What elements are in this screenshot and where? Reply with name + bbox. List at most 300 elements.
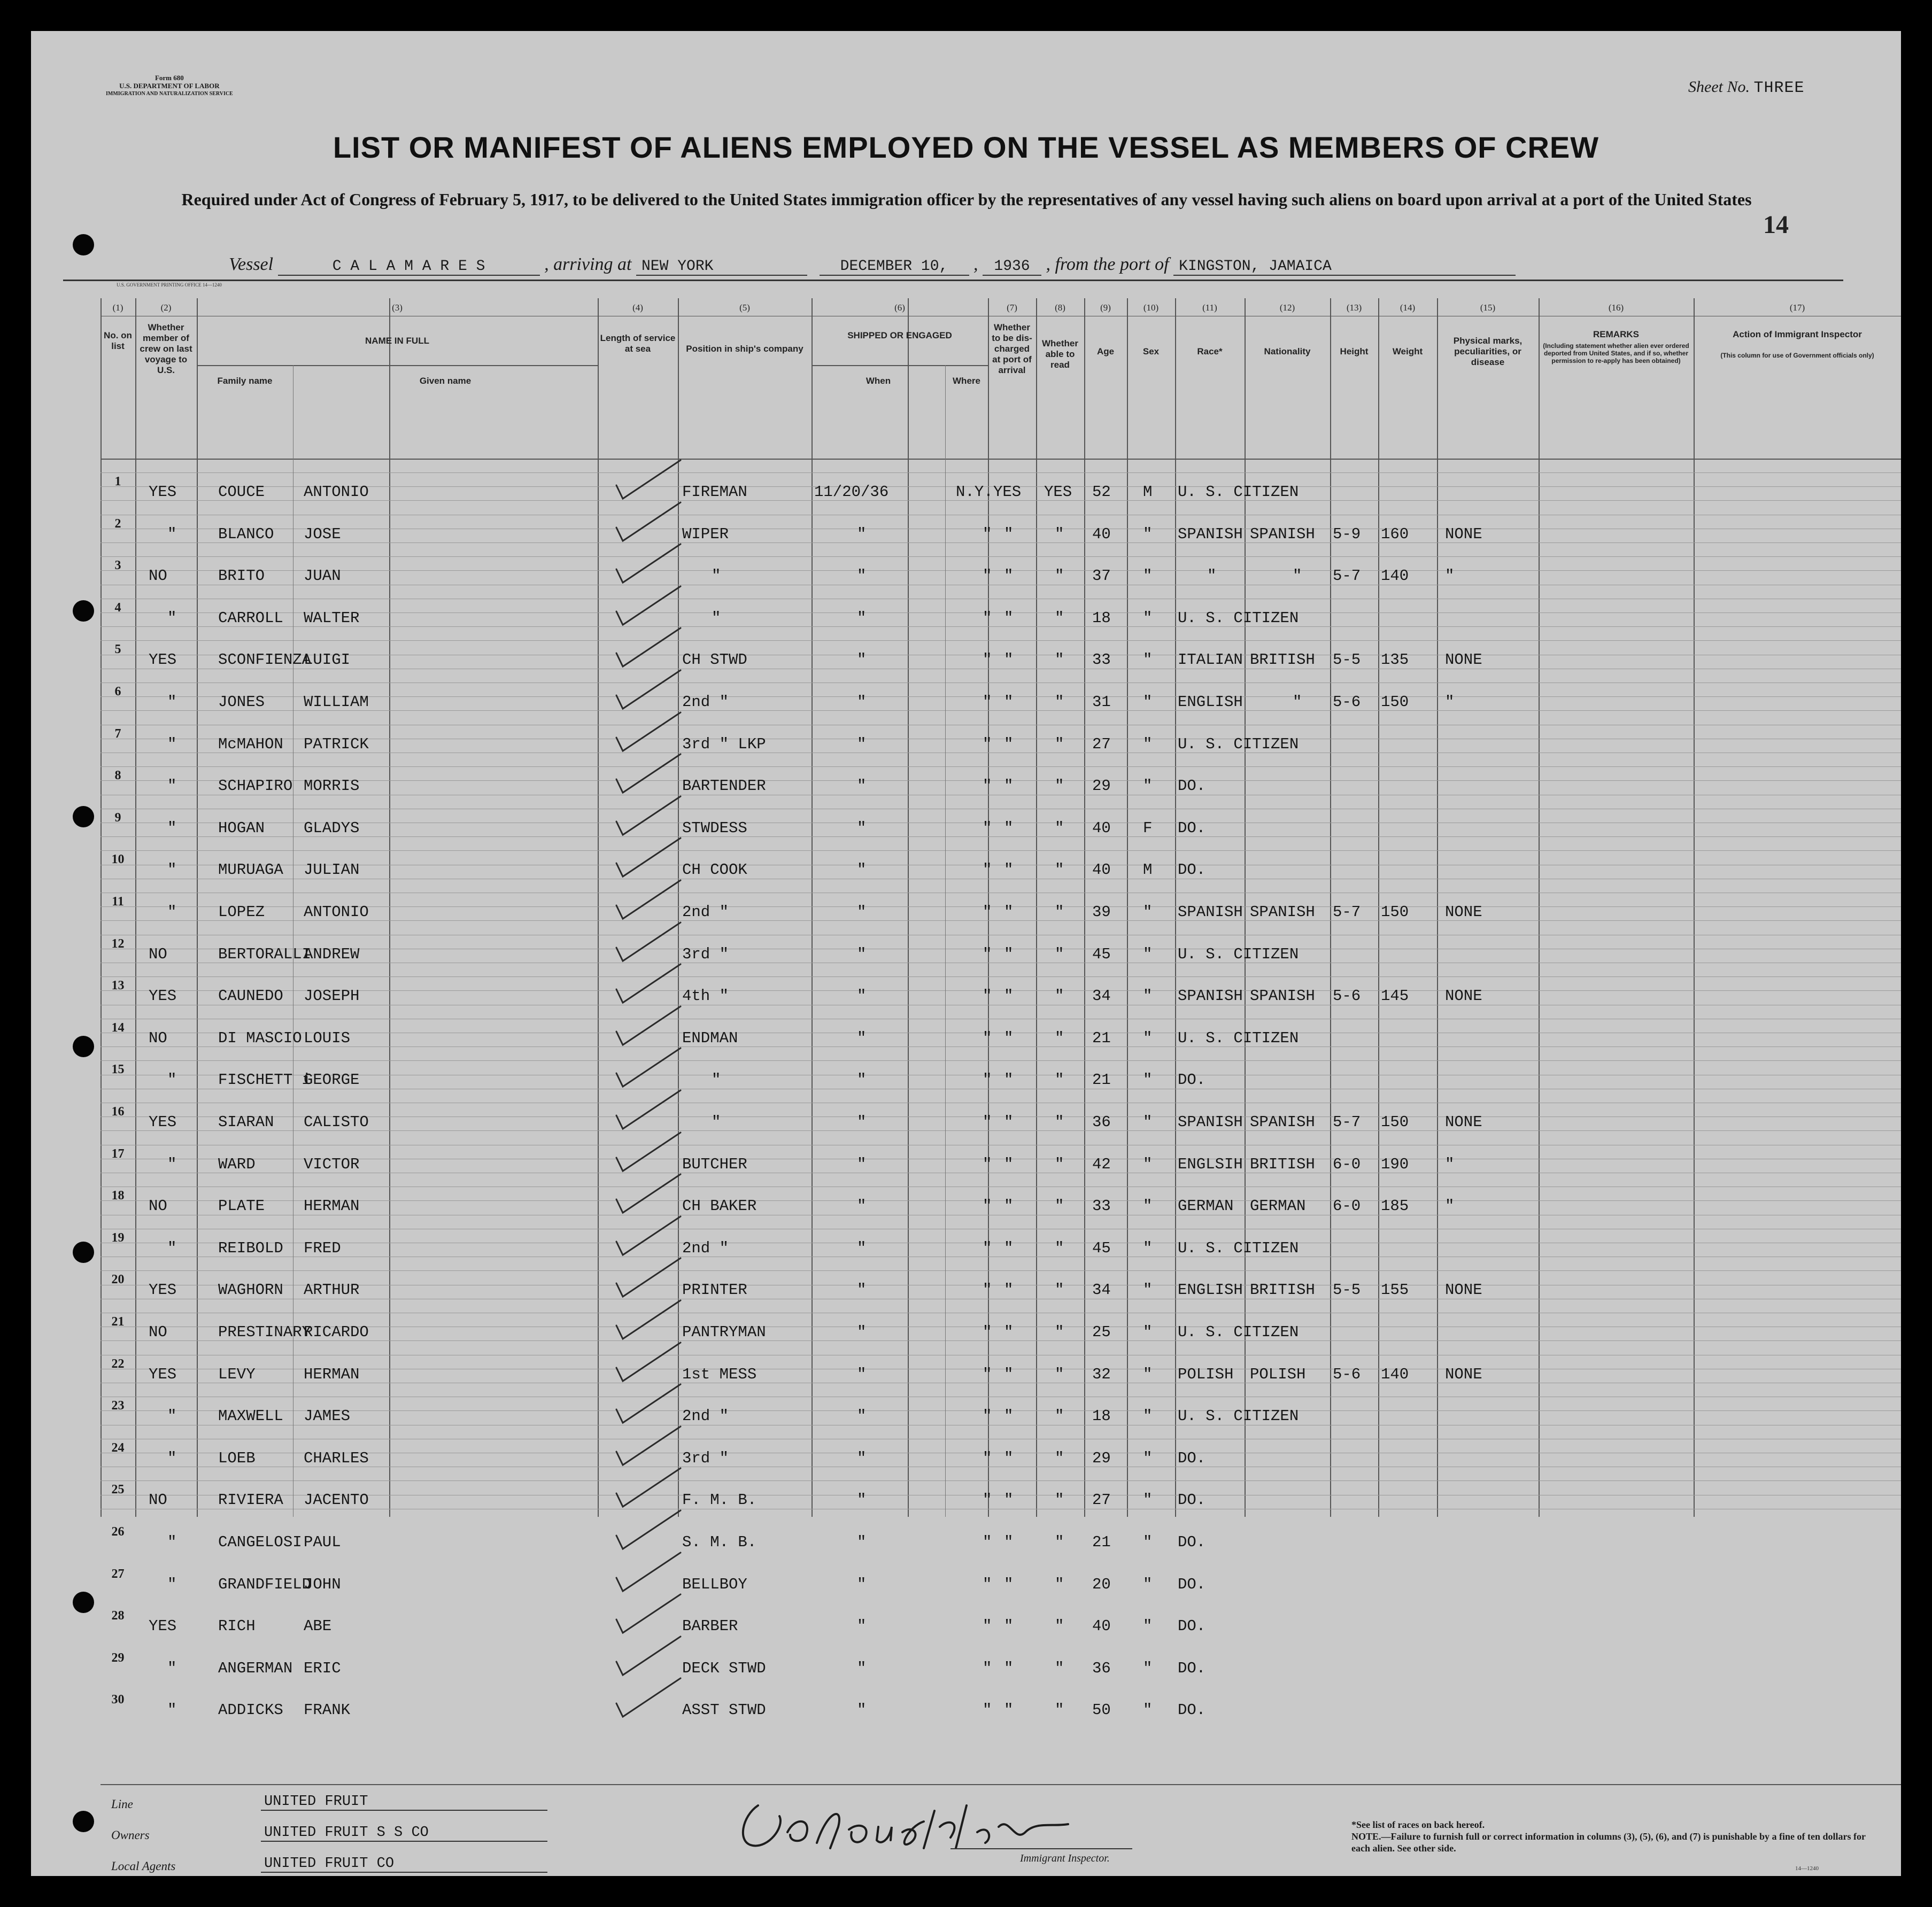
ruled-line (101, 542, 1901, 543)
sex-cell: " (1143, 1407, 1153, 1425)
position-cell: " (712, 1113, 721, 1131)
given-name-cell: PAUL (304, 1533, 341, 1551)
family-name-cell: COUCE (218, 483, 265, 501)
check-mark (611, 834, 686, 882)
discharge-cell: " (1004, 1323, 1014, 1341)
check-mark (611, 582, 686, 630)
column-number: (8) (1055, 303, 1065, 313)
col-age: Age (1096, 346, 1115, 356)
able-read-cell: " (1055, 1155, 1064, 1173)
family-name-cell: ADDICKS (218, 1701, 283, 1719)
discharge-cell: " (1004, 1281, 1014, 1299)
given-name-cell: LUIGI (304, 651, 351, 669)
age-cell: 32 (1092, 1365, 1111, 1383)
shipped-where-cell: " (983, 1701, 992, 1719)
height-cell: 5-7 (1333, 1113, 1361, 1131)
physical-marks-cell: " (1445, 567, 1455, 585)
position-cell: 2nd " (682, 903, 729, 921)
agents-value: UNITED FRUIT CO (261, 1856, 547, 1873)
member-cell: NO (149, 1323, 167, 1341)
column-number: (9) (1100, 303, 1111, 313)
col-name: NAME IN FULL (365, 336, 429, 346)
row-number: 18 (111, 1189, 125, 1203)
family-name-cell: MAXWELL (218, 1407, 283, 1425)
position-cell: 3rd " LKP (682, 735, 766, 753)
member-cell: " (167, 777, 177, 795)
member-cell: YES (149, 1113, 177, 1131)
sex-cell: " (1143, 1029, 1153, 1047)
ruled-line (101, 570, 1901, 571)
col-physical: Physical marks, peculiarities, or disease (1453, 336, 1523, 367)
shipped-when-cell: " (857, 1239, 867, 1257)
discharge-cell: " (1004, 1533, 1014, 1551)
sex-cell: M (1143, 861, 1153, 879)
column-number: (13) (1346, 303, 1362, 313)
sex-cell: " (1143, 1113, 1153, 1131)
column-number: (10) (1143, 303, 1159, 313)
col-remarks-sub: (Including statement whether alien ever ordered deported from United States, and if so, whether permission to re-apply has been obtained) (1543, 342, 1689, 365)
given-name-cell: ANDREW (304, 945, 360, 963)
member-cell: " (167, 1239, 177, 1257)
age-cell: 42 (1092, 1155, 1111, 1173)
family-name-cell: ANGERMAN (218, 1659, 293, 1677)
punch-hole (73, 1242, 94, 1263)
position-cell: ENDMAN (682, 1029, 738, 1047)
column-divider (197, 298, 198, 1517)
check-mark (611, 666, 686, 714)
discharge-cell: " (1004, 609, 1014, 627)
shipped-where-cell: " (983, 1617, 992, 1635)
nationality-cell: " (1293, 693, 1302, 711)
age-cell: 39 (1092, 903, 1111, 921)
ruled-line (101, 920, 1901, 921)
check-mark (611, 876, 686, 924)
age-cell: 36 (1092, 1659, 1111, 1677)
check-mark (611, 1002, 686, 1050)
column-number: (5) (739, 303, 750, 313)
inspector-line (950, 1848, 1132, 1849)
race-cell: " (1207, 567, 1217, 585)
family-name-cell: DI MASCIO (218, 1029, 302, 1047)
given-name-cell: PATRICK (304, 735, 369, 753)
row-number: 23 (111, 1399, 125, 1413)
family-name-cell: RICH (218, 1617, 256, 1635)
row-number: 25 (111, 1483, 125, 1497)
shipped-where-cell: " (983, 1575, 992, 1593)
line-value: UNITED FRUIT (261, 1794, 547, 1811)
race-cell: DO. (1178, 861, 1206, 879)
family-name-cell: PRESTINARY (218, 1323, 312, 1341)
age-cell: 33 (1092, 651, 1111, 669)
row-number: 3 (114, 559, 121, 573)
form-code: 14—1240 (1795, 1865, 1819, 1872)
able-read-cell: " (1055, 1533, 1064, 1551)
row-number: 16 (111, 1105, 125, 1119)
position-cell: PANTRYMAN (682, 1323, 766, 1341)
sex-cell: " (1143, 1491, 1153, 1509)
shipped-when-cell: " (857, 945, 867, 963)
column-number: (3) (392, 303, 403, 313)
physical-marks-cell: NONE (1445, 1281, 1482, 1299)
check-mark (611, 1506, 686, 1554)
column-number: (12) (1279, 303, 1295, 313)
age-cell: 25 (1092, 1323, 1111, 1341)
race-cell: SPANISH (1178, 525, 1243, 543)
able-read-cell: " (1055, 1449, 1064, 1467)
column-number: (11) (1202, 303, 1217, 313)
discharge-cell: " (1004, 819, 1014, 837)
position-cell: BARBER (682, 1617, 738, 1635)
family-name-cell: BRITO (218, 567, 265, 585)
ruled-line (101, 1340, 1901, 1341)
ruled-line (101, 696, 1901, 697)
family-name-cell: RIVIERA (218, 1491, 283, 1509)
col-read: Whether able to read (1042, 338, 1078, 370)
header-divider (101, 459, 1901, 460)
weight-cell: 140 (1381, 567, 1409, 585)
sex-cell: " (1143, 987, 1153, 1005)
position-cell: BARTENDER (682, 777, 766, 795)
family-name-cell: WAGHORN (218, 1281, 283, 1299)
row-number: 2 (114, 516, 121, 531)
position-cell: 3rd " (682, 945, 729, 963)
punch-hole (73, 600, 94, 622)
given-name-cell: GLADYS (304, 819, 360, 837)
age-cell: 29 (1092, 1449, 1111, 1467)
page-subtitle: Required under Act of Congress of February 5, 1917, to be delivered to the United States immigration officer by the representatives of any vessel having such aliens on board upon arrival at a port of the United States (181, 190, 1752, 209)
family-name-cell: WARD (218, 1155, 256, 1173)
discharge-cell: " (1004, 903, 1014, 921)
shipped-where-cell: " (983, 987, 992, 1005)
race-cell: DO. (1178, 1659, 1206, 1677)
able-read-cell: " (1055, 1365, 1064, 1383)
col-nationality: Nationality (1264, 346, 1311, 356)
column-divider (1694, 298, 1695, 1517)
discharge-cell: " (1004, 1365, 1014, 1383)
owners-label: Owners (111, 1828, 150, 1842)
discharge-cell: " (1004, 1113, 1014, 1131)
height-cell: 6-0 (1333, 1197, 1361, 1215)
able-read-cell: " (1055, 1491, 1064, 1509)
col-height: Height (1340, 346, 1369, 356)
col-weight: Weight (1392, 346, 1423, 356)
header-rule (63, 280, 1843, 281)
shipped-when-cell: 11/20/36 (814, 483, 889, 501)
sheet-number (1688, 78, 1805, 97)
row-number: 13 (111, 979, 125, 993)
family-name-cell: JONES (218, 693, 265, 711)
discharge-cell: " (1004, 1449, 1014, 1467)
form-header (106, 74, 233, 98)
nationality-cell: SPANISH (1250, 903, 1315, 921)
race-cell: U. S. CITIZEN (1178, 1029, 1299, 1047)
col-length: Length of service at sea (600, 333, 676, 354)
agents-label: Local Agents (111, 1859, 176, 1873)
weight-cell: 160 (1381, 525, 1409, 543)
family-name-cell: SCHAPIRO (218, 777, 293, 795)
sex-cell: " (1143, 567, 1153, 585)
physical-marks-cell: " (1445, 1197, 1455, 1215)
race-cell: ENGLISH (1178, 693, 1243, 711)
shipped-when-cell: " (857, 819, 867, 837)
row-number: 21 (111, 1315, 125, 1329)
shipped-where-cell: " (983, 525, 992, 543)
col-discharged: Whether to be dis-charged at port of arrival (992, 322, 1032, 375)
weight-cell: 150 (1381, 693, 1409, 711)
position-cell: 2nd " (682, 693, 729, 711)
shipped-when-cell: " (857, 903, 867, 921)
department-name: U.S. DEPARTMENT OF LABOR (119, 82, 220, 90)
column-divider (1084, 298, 1085, 1517)
able-read-cell: " (1055, 1701, 1064, 1719)
age-cell: 50 (1092, 1701, 1111, 1719)
given-name-cell: JACENTO (304, 1491, 369, 1509)
check-mark (611, 1464, 686, 1512)
shipped-when-cell: " (857, 609, 867, 627)
given-name-cell: HERMAN (304, 1365, 360, 1383)
member-cell: " (167, 1155, 177, 1173)
shipped-where-cell: " (983, 1029, 992, 1047)
sex-cell: " (1143, 1281, 1153, 1299)
member-cell: YES (149, 1281, 177, 1299)
able-read-cell: " (1055, 1575, 1064, 1593)
sex-cell: " (1143, 651, 1153, 669)
nationality-cell: BRITISH (1250, 1155, 1315, 1173)
ruled-line (101, 1130, 1901, 1131)
sex-cell: " (1143, 1659, 1153, 1677)
member-cell: YES (149, 1617, 177, 1635)
row-number: 8 (114, 769, 121, 783)
age-cell: 27 (1092, 1491, 1111, 1509)
family-name-cell: SIARAN (218, 1113, 274, 1131)
ruled-line (101, 626, 1901, 627)
discharge-cell: " (1004, 1575, 1014, 1593)
race-cell: DO. (1178, 1701, 1206, 1719)
ruled-line (101, 710, 1901, 711)
shipped-when-cell: " (857, 693, 867, 711)
nationality-cell: BRITISH (1250, 1281, 1315, 1299)
member-cell: " (167, 1407, 177, 1425)
shipped-where-cell: " (983, 1449, 992, 1467)
given-name-cell: CALISTO (304, 1113, 369, 1131)
shipped-when-cell: " (857, 651, 867, 669)
shipped-when-cell: " (857, 1281, 867, 1299)
shipped-where-cell: " (983, 609, 992, 627)
discharge-cell: " (1004, 1617, 1014, 1635)
check-mark (611, 1128, 686, 1176)
physical-marks-cell: NONE (1445, 903, 1482, 921)
sex-cell: " (1143, 735, 1153, 753)
family-name-cell: BERTORALLI (218, 945, 312, 963)
column-number: (16) (1608, 303, 1624, 313)
age-cell: 36 (1092, 1113, 1111, 1131)
race-cell: SPANISH (1178, 987, 1243, 1005)
shipped-where-cell: " (983, 1239, 992, 1257)
column-number: (7) (1007, 303, 1017, 313)
manifest-sheet (31, 31, 1901, 1876)
family-name-cell: CAUNEDO (218, 987, 283, 1005)
row-number: 20 (111, 1273, 125, 1287)
discharge-cell: " (1004, 987, 1014, 1005)
member-cell: YES (149, 987, 177, 1005)
weight-cell: 140 (1381, 1365, 1409, 1383)
position-cell: CH BAKER (682, 1197, 757, 1215)
column-number: (17) (1789, 303, 1805, 313)
ruled-line (101, 766, 1901, 767)
sex-cell: " (1143, 903, 1153, 921)
row-number: 29 (111, 1650, 125, 1665)
check-mark (611, 750, 686, 798)
sex-cell: " (1143, 609, 1153, 627)
service-name: IMMIGRATION AND NATURALIZATION SERVICE (106, 91, 233, 97)
discharge-cell: " (1004, 1659, 1014, 1677)
check-mark (611, 1044, 686, 1092)
sheet-number-label: Sheet No. (1688, 78, 1750, 96)
able-read-cell: " (1055, 1323, 1064, 1341)
column-divider (389, 298, 390, 1517)
member-cell: " (167, 1449, 177, 1467)
family-name-cell: GRANDFIELD (218, 1575, 312, 1593)
position-cell: PRINTER (682, 1281, 747, 1299)
weight-cell: 150 (1381, 1113, 1409, 1131)
col-sex: Sex (1142, 346, 1160, 356)
inspector-signature (737, 1795, 1111, 1859)
given-name-cell: WALTER (304, 609, 360, 627)
row-number: 17 (111, 1146, 125, 1161)
check-mark (611, 540, 686, 588)
race-cell: U. S. CITIZEN (1178, 483, 1299, 501)
given-name-cell: GEORGE (304, 1071, 360, 1089)
sex-cell: M (1143, 483, 1153, 501)
able-read-cell: YES (1044, 483, 1072, 501)
shipped-when-cell: " (857, 1533, 867, 1551)
shipped-when-cell: " (857, 735, 867, 753)
ruled-line (101, 836, 1901, 837)
nationality-cell: SPANISH (1250, 987, 1315, 1005)
col-given: Given name (419, 376, 472, 386)
shipped-when-cell: " (857, 525, 867, 543)
shipped-where-cell: " (983, 1323, 992, 1341)
age-cell: 40 (1092, 525, 1111, 543)
shipped-split-divider (945, 365, 946, 1517)
col-action-sub: (This column for use of Government officials only) (1720, 352, 1874, 359)
height-cell: 5-9 (1333, 525, 1361, 543)
member-cell: NO (149, 1197, 167, 1215)
member-cell: YES (149, 651, 177, 669)
height-cell: 6-0 (1333, 1155, 1361, 1173)
able-read-cell: " (1055, 651, 1064, 669)
family-name-cell: SCONFIENZA (218, 651, 312, 669)
position-cell: 4th " (682, 987, 729, 1005)
discharge-cell: " (1004, 567, 1014, 585)
age-cell: 34 (1092, 1281, 1111, 1299)
family-name-cell: McMAHON (218, 735, 283, 753)
height-cell: 5-6 (1333, 693, 1361, 711)
shipped-where-cell: " (983, 567, 992, 585)
subheader-rule (197, 365, 598, 366)
races-note: *See list of races on back hereof. (1351, 1819, 1485, 1830)
discharge-cell: " (1004, 1701, 1014, 1719)
position-cell: 2nd " (682, 1239, 729, 1257)
subheader-rule (812, 365, 988, 366)
row-number: 6 (114, 685, 121, 699)
given-name-cell: JOSE (304, 525, 341, 543)
vessel-label: Vessel (229, 254, 274, 274)
race-cell: U. S. CITIZEN (1178, 1239, 1299, 1257)
sex-cell: " (1143, 1197, 1153, 1215)
physical-marks-cell: NONE (1445, 525, 1482, 543)
family-name-cell: HOGAN (218, 819, 265, 837)
shipped-when-cell: " (857, 777, 867, 795)
check-mark (611, 792, 686, 840)
shipped-when-cell: " (857, 1155, 867, 1173)
race-cell: U. S. CITIZEN (1178, 1323, 1299, 1341)
row-number: 9 (114, 810, 121, 825)
column-divider (812, 298, 813, 1517)
physical-marks-cell: NONE (1445, 987, 1482, 1005)
ruled-line (101, 1046, 1901, 1047)
col-no: No. on list (104, 330, 132, 351)
col-position: Position in ship's company (686, 344, 803, 354)
sex-cell: " (1143, 693, 1153, 711)
position-cell: " (712, 1071, 721, 1089)
check-mark (611, 1674, 686, 1722)
age-cell: 45 (1092, 945, 1111, 963)
ruled-line (101, 1410, 1901, 1411)
shipped-where-cell: " (983, 735, 992, 753)
check-mark (611, 1212, 686, 1260)
weight-cell: 155 (1381, 1281, 1409, 1299)
shipped-where-cell: " (983, 861, 992, 879)
family-name-cell: LOPEZ (218, 903, 265, 921)
check-mark (611, 1422, 686, 1470)
column-number: (14) (1400, 303, 1416, 313)
nationality-cell: POLISH (1250, 1365, 1306, 1383)
family-name-cell: REIBOLD (218, 1239, 283, 1257)
sex-cell: " (1143, 1533, 1153, 1551)
age-cell: 40 (1092, 861, 1111, 879)
nationality-cell: GERMAN (1250, 1197, 1306, 1215)
position-cell: CH STWD (682, 651, 747, 669)
vessel-name: C A L A M A R E S (278, 258, 540, 276)
column-number: (1) (112, 303, 123, 313)
given-name-cell: VICTOR (304, 1155, 360, 1173)
ruled-line (101, 990, 1901, 991)
check-mark (611, 960, 686, 1008)
position-cell: " (712, 567, 721, 585)
check-mark (611, 1296, 686, 1344)
age-cell: 21 (1092, 1071, 1111, 1089)
shipped-where-cell: " (983, 1071, 992, 1089)
member-cell: NO (149, 1029, 167, 1047)
age-cell: 52 (1092, 483, 1111, 501)
position-cell: " (712, 609, 721, 627)
punch-hole (73, 234, 94, 255)
row-number: 7 (114, 726, 121, 741)
able-read-cell: " (1055, 861, 1064, 879)
shipped-when-cell: " (857, 1407, 867, 1425)
given-name-cell: FRANK (304, 1701, 351, 1719)
weight-cell: 185 (1381, 1197, 1409, 1215)
physical-marks-cell: NONE (1445, 651, 1482, 669)
given-name-cell: JOSEPH (304, 987, 360, 1005)
member-cell: YES (149, 483, 177, 501)
given-name-cell: ERIC (304, 1659, 341, 1677)
column-number: (4) (632, 303, 643, 313)
given-name-cell: WILLIAM (304, 693, 369, 711)
member-cell: " (167, 1575, 177, 1593)
row-number: 1 (114, 475, 121, 489)
